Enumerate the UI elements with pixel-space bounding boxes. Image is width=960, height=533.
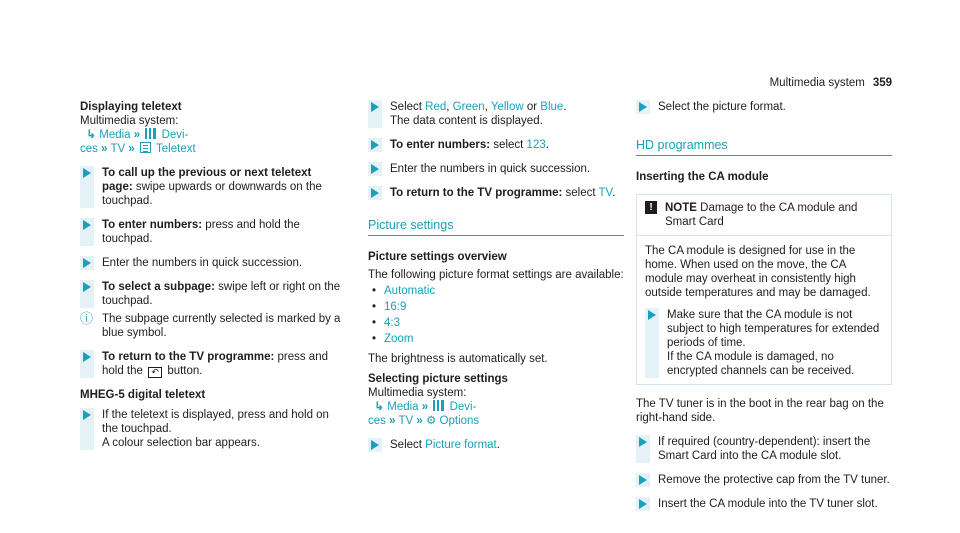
column-1 [80,100,345,460]
arrow-right-icon [639,499,647,509]
info-icon: ⓘ [80,311,94,326]
step-marker [368,186,382,200]
path-arrow-icon: ↳ [368,401,385,413]
page-number: 359 [872,77,892,89]
step-marker [80,350,94,378]
bullet-icon [372,300,384,314]
path-label: Multimedia system: [368,387,467,399]
option-green[interactable]: Green [452,101,485,113]
arrow-right-icon [83,220,91,230]
step-marker [80,166,94,208]
step-marker [368,100,382,128]
arrow-right-icon [83,282,91,292]
arrow-right-icon [371,164,379,174]
arrow-right-icon [648,310,656,320]
heading-mheg5: MHEG-5 digital teletext [80,389,206,401]
tuner-location-text: The TV tuner is in the boot in the rear bag on the right-hand side. [636,398,884,424]
column-2 [368,100,624,462]
path-tv[interactable]: TV [110,143,126,155]
double-chevron-icon: » [416,415,423,427]
arrow-right-icon [371,140,379,150]
arrow-right-icon [371,440,379,450]
info-note: ⓘ The subpage currently selected is marked by a blue symbol. [80,311,341,339]
step-select-picture-format: Select Picture format. [368,438,624,452]
format-list [368,284,624,346]
path-devices-b[interactable]: ces [368,415,386,427]
teletext-icon [140,142,151,153]
bullet-icon [372,316,384,330]
list-item: • Automatic [368,284,624,298]
arrow-right-icon [639,102,647,112]
notice-header [637,195,891,236]
heading-displaying-teletext: Displaying teletext [80,101,182,113]
step-marker [80,408,94,450]
notice-body: The CA module is designed for use in the home. When used on the move, the CA module may overheat in consistently high outside temperatures and may be damaged. Make sure that the CA module is not subject to high temperatures for extended periods of time. If the CA module is damaged, no encrypted channels can be received. [637,236,891,384]
step-return-tv: To return to the TV programme: select TV. [368,186,624,200]
step-marker [636,497,650,511]
arrow-right-icon [639,475,647,485]
path-devices-a[interactable]: Devi- [449,401,477,413]
arrow-right-icon [371,188,379,198]
step-marker [636,100,650,114]
step-marker [80,256,94,270]
step-return-tv: To return to the TV programme: press and hold the ↶ button. [80,350,345,378]
bullet-icon [372,332,384,346]
step-remove-cap: Remove the protective cap from the TV tuner. [636,473,892,487]
path-media[interactable]: Media [99,129,131,141]
arrow-right-icon [83,258,91,268]
devices-icon [145,128,156,139]
bullet-icon [372,284,384,298]
double-chevron-icon: » [421,401,429,413]
path-tv[interactable]: TV [398,415,414,427]
step-previous-next-page: To call up the previous or next teletext page: swipe upwards or downwards on the touchpad. [80,166,345,208]
notice-step: Make sure that the CA module is not subject to high temperatures for extended periods of time. If the CA module is damaged, no encrypted channels can be received. [645,308,883,378]
warning-icon: ! [645,201,657,214]
path-arrow-icon: ↳ [80,129,97,141]
step-marker [636,435,650,463]
step-marker [636,473,650,487]
page-header [770,76,892,90]
step-select-color: Select Red, Green, Yellow or Blue. The data content is displayed. [368,100,624,128]
header-title: Multimedia system [769,77,865,89]
notice-box [636,194,892,385]
step-insert-ca-module: Insert the CA module into the TV tuner slot. [636,497,892,511]
option-picture-format[interactable]: Picture format [425,439,497,451]
step-quick-succession: Enter the numbers in quick succession. [368,162,624,176]
double-chevron-icon: » [133,129,141,141]
double-chevron-icon: » [101,143,108,155]
step-marker [368,438,382,452]
step-quick-succession: Enter the numbers in quick succession. [80,256,345,270]
arrow-right-icon [639,437,647,447]
step-insert-smart-card: If required (country-dependent): insert the Smart Card into the CA module slot. [636,435,892,463]
step-select-subpage: To select a subpage: swipe left or right on the touchpad. [80,280,345,308]
step-select-format: Select the picture format. [636,100,892,114]
arrow-right-icon [83,352,91,362]
double-chevron-icon: » [389,415,396,427]
step-marker [80,218,94,246]
brightness-text: The brightness is automatically set. [368,353,548,365]
step-marker [645,308,659,378]
subheading-ca-module: Inserting the CA module [636,171,769,183]
list-item: • 16:9 [368,300,624,314]
path-label: Multimedia system: [80,115,179,127]
menu-path [80,128,345,156]
option-blue[interactable]: Blue [540,101,564,113]
notice-title: NOTE [665,202,697,214]
section-hd-programmes: HD programmes [636,138,892,156]
path-teletext[interactable]: Teletext [156,143,196,155]
path-options[interactable]: Options [439,415,480,427]
step-marker [368,162,382,176]
section-picture-settings: Picture settings [368,218,624,236]
menu-path [368,400,624,428]
option-123[interactable]: 123 [526,139,546,151]
arrow-right-icon [83,410,91,420]
notice-heading: Damage to the CA module and Smart Card [665,202,858,228]
step-marker [368,138,382,152]
path-devices-b[interactable]: ces [80,143,98,155]
option-red[interactable]: Red [425,101,447,113]
arrow-right-icon [83,168,91,178]
column-3 [636,100,892,521]
option-yellow[interactable]: Yellow [490,101,524,113]
step-mheg5: If the teletext is displayed, press and hold on the touchpad. A colour selection bar appears. [80,408,345,450]
back-button-icon: ↶ [148,367,162,378]
option-tv[interactable]: TV [598,187,613,199]
subheading-selecting: Selecting picture settings [368,373,508,385]
list-item: • 4:3 [368,316,624,330]
gear-icon: ⚙ [426,415,437,427]
step-enter-numbers: To enter numbers: select 123. [368,138,624,152]
path-devices-a[interactable]: Devi- [161,129,189,141]
double-chevron-icon: » [128,143,135,155]
intro-text: The following picture format settings are available: [368,269,624,281]
list-item: • Zoom [368,332,624,346]
arrow-right-icon [371,102,379,112]
step-marker [80,280,94,308]
path-media[interactable]: Media [387,401,419,413]
step-enter-numbers: To enter numbers: press and hold the touchpad. [80,218,345,246]
devices-icon [433,400,444,411]
subheading-overview: Picture settings overview [368,251,507,263]
